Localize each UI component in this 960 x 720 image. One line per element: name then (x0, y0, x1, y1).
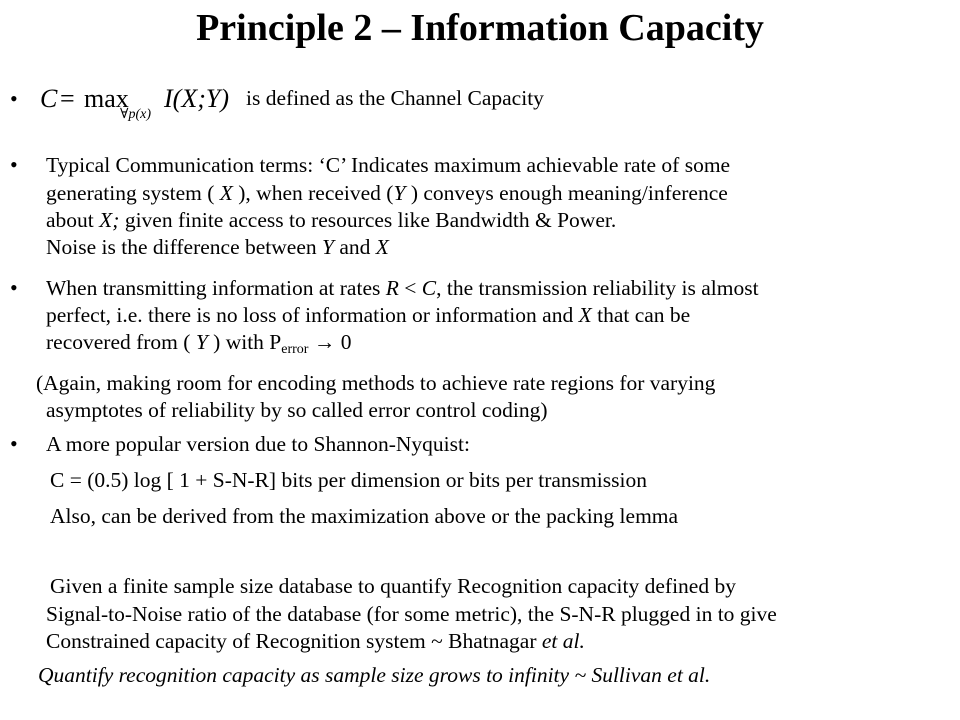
bullet-2-line-1: Typical Communication terms: ‘C’ Indicates maximum achievable rate of some (46, 153, 731, 177)
bullet-4-line-1: A more popular version due to Shannon-Nyquist: (46, 432, 470, 456)
text-run: ), when received ( (232, 181, 394, 205)
et-al: et al. (541, 629, 585, 653)
formula-equals: = (60, 84, 75, 113)
var-y: Y (195, 330, 208, 354)
var-r: R (385, 276, 399, 300)
text-run: perfect, i.e. there is no loss of information or information and (46, 303, 579, 327)
p-error-subscript: error (281, 342, 309, 357)
text-run: ) conveys enough meaning/inference (405, 181, 728, 205)
text-run: < (398, 276, 422, 300)
shannon-formula: C = (0.5) log [ 1 + S-N-R] bits per dimension or bits per transmission (50, 468, 647, 492)
text-run: about (46, 208, 100, 232)
bullet-3-line-1 (46, 275, 958, 301)
text-run: and (333, 235, 376, 259)
var-y: Y (393, 181, 406, 205)
text-run: that can be (591, 303, 691, 327)
var-x: X; (99, 208, 120, 232)
formula-max: max (84, 84, 129, 113)
var-x: X (375, 235, 389, 259)
bullet-2-line-4 (46, 234, 958, 260)
again-line-1: (Again, making room for encoding methods to achieve rate regions for varying (36, 371, 716, 395)
given-line-2: Signal-to-Noise ratio of the database (for some metric), the S-N-R plugged in to give (46, 602, 777, 626)
slide-title: Principle 2 – Information Capacity (196, 7, 764, 49)
text-run: ) with P (207, 330, 282, 354)
channel-capacity-formula (40, 80, 240, 122)
bullet-1-text: is defined as the Channel Capacity (246, 86, 544, 110)
var-c: C (421, 276, 437, 300)
formula-mutual-information: I(X;Y) (164, 84, 229, 113)
again-line-2: asymptotes of reliability by so called error control coding) (46, 398, 548, 422)
given-line-1: Given a finite sample size database to quantify Recognition capacity defined by (50, 574, 736, 598)
bullet-3: • (10, 275, 18, 300)
text-run: generating system ( (46, 181, 220, 205)
packing-lemma-note: Also, can be derived from the maximization above or the packing lemma (50, 504, 679, 528)
bullet-1: • (10, 86, 18, 111)
text-run: , the transmission reliability is almost (436, 276, 759, 300)
var-x: X (578, 303, 592, 327)
bullet-4: • (10, 431, 18, 456)
text-run: When transmitting information at rates (46, 276, 386, 300)
text-run: Noise is the difference between (46, 235, 323, 259)
bullet-3-line-3 (46, 329, 958, 363)
var-x: X (219, 181, 233, 205)
formula-c: C (40, 84, 58, 113)
bullet-2: • (10, 152, 18, 177)
text-run: given finite access to resources like Bandwidth & Power. (119, 208, 617, 232)
formula-subscript: ∀p(x) (120, 107, 151, 122)
given-line-3 (46, 628, 958, 654)
bullet-2-line-3 (46, 207, 958, 233)
quantify-line: Quantify recognition capacity as sample size grows to infinity ~ Sullivan et al. (38, 663, 711, 687)
bullet-2-line-2 (46, 180, 958, 206)
bullet-3-line-2 (46, 302, 958, 328)
text-run: Constrained capacity of Recognition system ~ Bhatnagar (46, 629, 542, 653)
text-run: recovered from ( (46, 330, 196, 354)
text-run: → 0 (308, 330, 352, 354)
var-y: Y (322, 235, 334, 259)
